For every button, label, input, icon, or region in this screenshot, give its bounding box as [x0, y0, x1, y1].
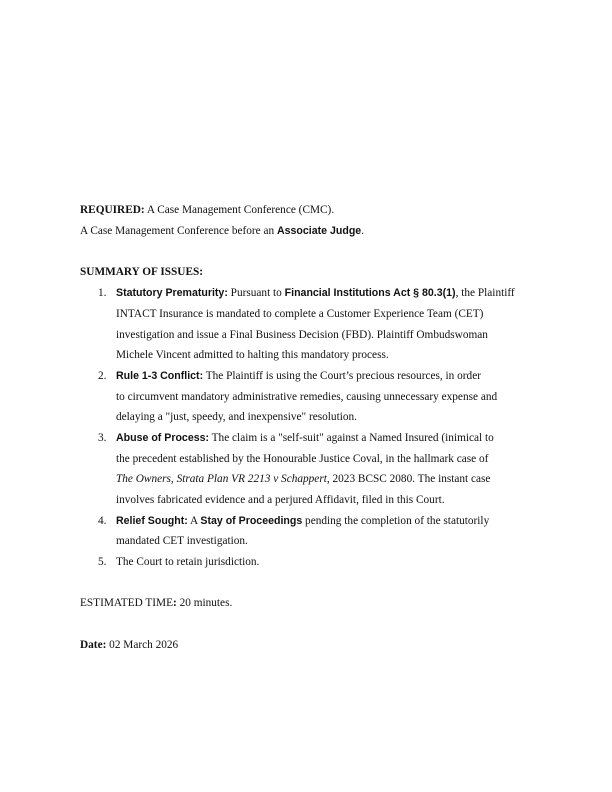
- date-label: Date:: [80, 639, 107, 651]
- associate-judge: Associate Judge: [276, 225, 362, 237]
- item-number: 4.: [98, 515, 107, 527]
- statute-reference: Financial Institutions Act § 80.3(1): [284, 287, 456, 299]
- estimated-label: ESTIMATED TIME: [80, 597, 173, 609]
- item-number: 3.: [98, 432, 107, 444]
- item-number: 1.: [98, 287, 107, 299]
- item-title: Abuse of Process:: [116, 432, 210, 444]
- item-number: 2.: [98, 370, 107, 382]
- estimated-time: ESTIMATED TIME: 20 minutes.: [80, 597, 233, 609]
- date-line: [80, 635, 178, 656]
- stay-of-proceedings: Stay of Proceedings: [200, 515, 303, 527]
- estimated-value: 20 minutes.: [176, 597, 233, 609]
- summary-heading: SUMMARY OF ISSUES:: [80, 266, 204, 278]
- item-title: Statutory Prematurity:: [116, 287, 228, 299]
- required-text: A Case Management Conference (CMC).: [144, 204, 335, 216]
- item-title: Relief Sought:: [116, 515, 188, 527]
- item-title: Rule 1-3 Conflict:: [116, 370, 204, 382]
- document-page: REQUIRED: A Case Management Conference (CMC). A Case Management Conference before an Associate Judge. SUMMARY OF ISSUES: 1. Statutory Prematurity: Pursuant to Financial Institutions Act § 80.3(1), the Plaintiff INTACT Insurance is mandated to complete a Customer Experience Team (CET) investigation and issue a Final Business Decision (FBD). Plaintiff Ombudswoman Michele Vincent admitted to halting this mandatory process. 2. Rule 1-3 Conflict: The Plaintiff is using the Court’s precious resources, in order to circumvent mandatory administrative remedies, causing unnecessary expense and delaying a "just, speedy, and inexpensive" resolution. 3. Abuse of Process: The claim is a "self-suit" against a Named Insured (inimical to the precedent established by the Honourable Justice Coval, in the hallmark case of The Owners, Strata Plan VR 2213 v Schappert, 2023 BCSC 2080. The instant case involves fabricated evidence and a perjured Affidavit, filed in this Court. 4. Relief Sought: A Stay of Proceedings pending the completion of the statutorily mandated CET investigation. 5. The Court to retain jurisdiction. ESTIMATED TIME: 20 minutes. Date: 02 March 2026: [0, 0, 612, 792]
- date-value: 02 March 2026: [106, 639, 179, 651]
- required-label: REQUIRED:: [80, 204, 145, 216]
- required-line: [80, 200, 334, 221]
- required-line-2: A Case Management Conference before an Associate Judge.: [80, 225, 365, 237]
- case-citation: The Owners, Strata Plan VR 2213 v Schappert: [116, 473, 327, 485]
- item-number: 5.: [98, 556, 107, 568]
